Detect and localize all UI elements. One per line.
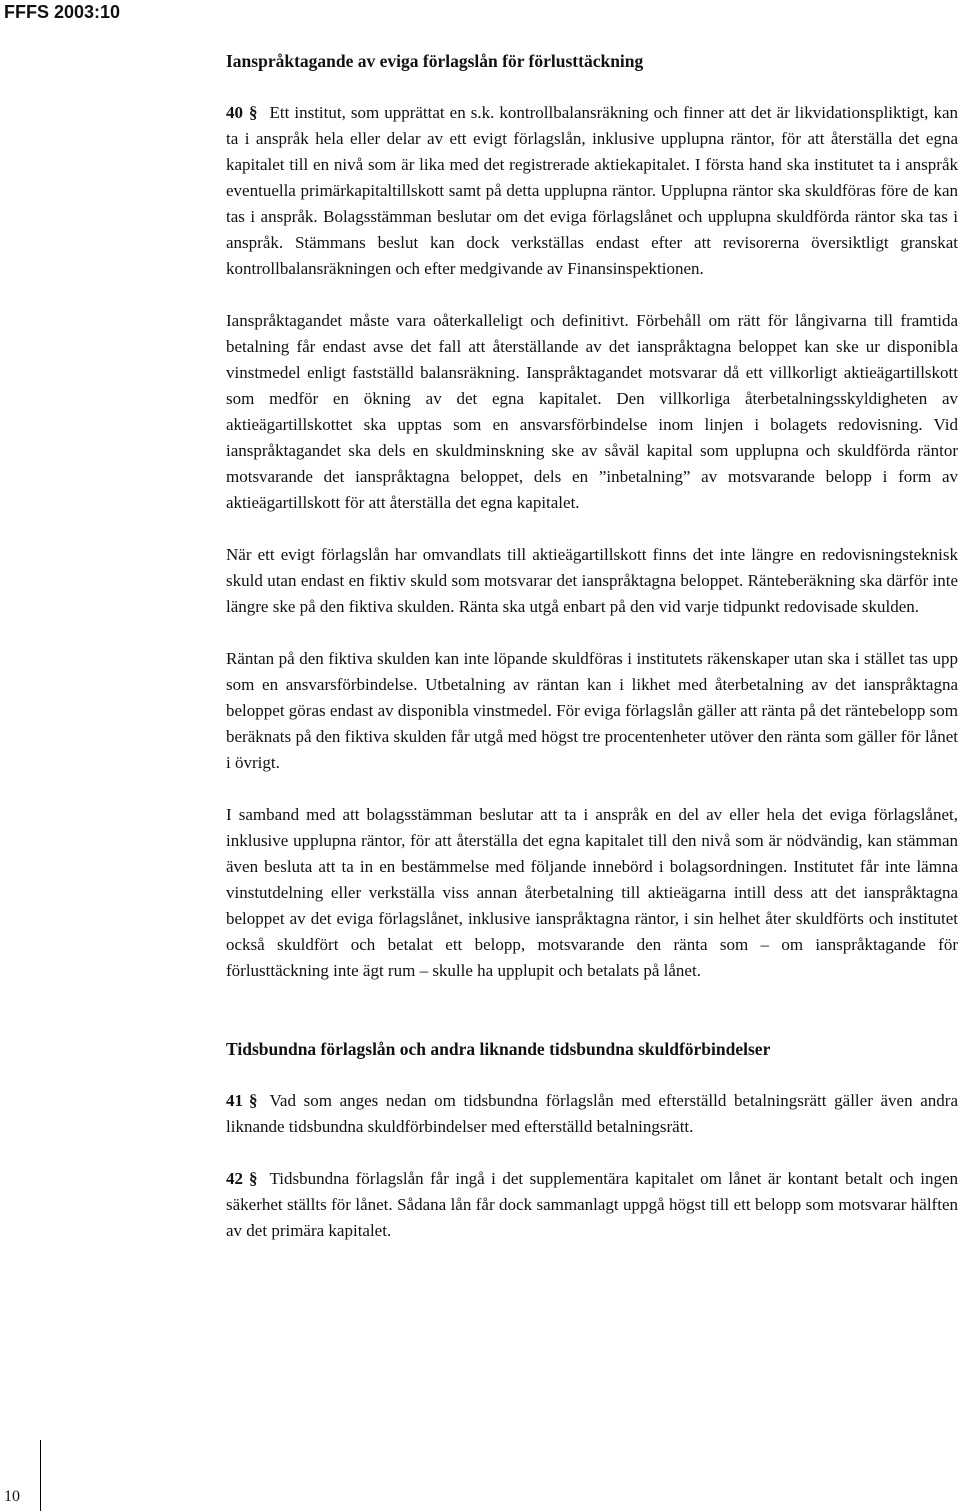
- paragraph-text: Tidsbundna förlagslån får ingå i det supplementära kapitalet om lånet är kontant betalt och ingen säkerhet ställts för lånet. Sådana lån får dock sammanlagt uppgå högst till ett belopp som motsvarar hälften av det primära kapitalet.: [226, 1169, 958, 1240]
- document-body: [226, 48, 958, 1244]
- paragraph-rantan: Räntan på den fiktiva skulden kan inte löpande skuldföras i institutets räkenskaper utan ska i stället tas upp som en ansvarsförbindelse. Utbetalning av räntan kan i likhet med återbetalning av det ianspråktagna beloppet göras endast av disponibla vinstmedel. För eviga förlagslån gäller att ränta på det räntebelopp som beräknats på den fiktiva skulden får utgå med högst tre procentenheter utöver den ränta som gäller för lånet i övrigt.: [226, 649, 958, 772]
- section-number: 40: [226, 103, 243, 122]
- page-number: 10: [4, 1488, 20, 1505]
- paragraph-text: Vad som anges nedan om tidsbundna förlagslån med efterställd betalningsrätt gäller även andra liknande tidsbundna skuldförbindelser med efterställd betalningsrätt.: [226, 1091, 958, 1136]
- paragraph-40: [226, 100, 958, 282]
- section-sign: §: [249, 1091, 258, 1110]
- section-heading-eviga: Ianspråktagande av eviga förlagslån för förlusttäckning: [226, 51, 644, 71]
- paragraph-ianspraktagandet: Ianspråktagandet måste vara oåterkalleligt och definitivt. Förbehåll om rätt för långivarna till framtida betalning får endast avse det fall att återställande av det ianspråktagna beloppet kan ske ur disponibla vinstmedel enligt fastställd balansräkning. Ianspråktagandet motsvarar då ett villkorligt aktieägartillskott som medför en ökning av det egna kapitalet. Den villkorliga återbetalningsskyldigheten av aktieägartillskottet ska upptas som en ansvarsförbindelse inom linjen i bolagets redovisning. Vid ianspråktagandet ska dels en skuldminskning ske av såväl kapital som upplupna och skuldförda räntor motsvarande det ianspråktagna beloppet, dels en ”inbetalning” av motsvarande belopp i form av aktieägartillskott för att återställa det egna kapitalet.: [226, 311, 958, 512]
- section-number: 42: [226, 1169, 243, 1188]
- paragraph-omvandlats: När ett evigt förlagslån har omvandlats till aktieägartillskott finns det inte längre en redovisningsteknisk skuld utan endast en fiktiv skuld som motsvarar det ianspråktagna beloppet. Ränteberäkning ska därför inte längre ske på den fiktiva skulden. Ränta ska utgå enbart på den vid varje tidpunkt redovisade skulden.: [226, 545, 958, 616]
- margin-rule: [40, 1440, 41, 1511]
- document-header: FFFS 2003:10: [4, 2, 121, 22]
- paragraph-text: Ett institut, som upprättat en s.k. kontrollbalansräkning och finner att det är likvidationspliktigt, kan ta i anspråk hela eller delar av ett evigt förlagslån, inklusive upplupna räntor, för att återställa det egna kapitalet till en nivå som är lika med det registrerade aktiekapitalet. I första hand ska institutet ta i anspråk eventuella primärkapitaltillskott samt på detta upplupna räntor. Upplupna räntor ska skuldföras före de kan tas i anspråk. Bolagsstämman beslutar om det eviga förlagslånet och upplupna skuldförda räntor ska tas i anspråk. Stämmans beslut kan dock verkställas endast efter att revisorerna översiktligt granskat kontrollbalansräkningen och efter medgivande av Finansinspektionen.: [226, 103, 958, 278]
- paragraph-41: [226, 1088, 958, 1140]
- section-heading-tidsbundna: Tidsbundna förlagslån och andra liknande tidsbundna skuldförbindelser: [226, 1039, 771, 1059]
- section-sign: §: [249, 103, 258, 122]
- section-number: 41: [226, 1091, 243, 1110]
- section-sign: §: [249, 1169, 258, 1188]
- paragraph-bolagsstamman: I samband med att bolagsstämman beslutar att ta i anspråk en del av eller hela det eviga förlagslånet, inklusive upplupna räntor, för att återställa det egna kapitalet till den nivå som är nödvändig, kan stämman även besluta att ta in en bestämmelse med följande innebörd i bolagsordningen. Institutet får inte lämna vinstutdelning eller verkställa viss annan återbetalning till aktieägarna intill dess att det ianspråktagna beloppet av det eviga förlagslånet, inklusive ianspråktagna räntor, i sin helhet åter skuldförts och institutet också skuldfört och betalat ett belopp, motsvarande den ränta som – om ianspråktagande för förlusttäckning inte ägt rum – skulle ha upplupit och betalats på lånet.: [226, 805, 958, 980]
- paragraph-42: [226, 1166, 958, 1244]
